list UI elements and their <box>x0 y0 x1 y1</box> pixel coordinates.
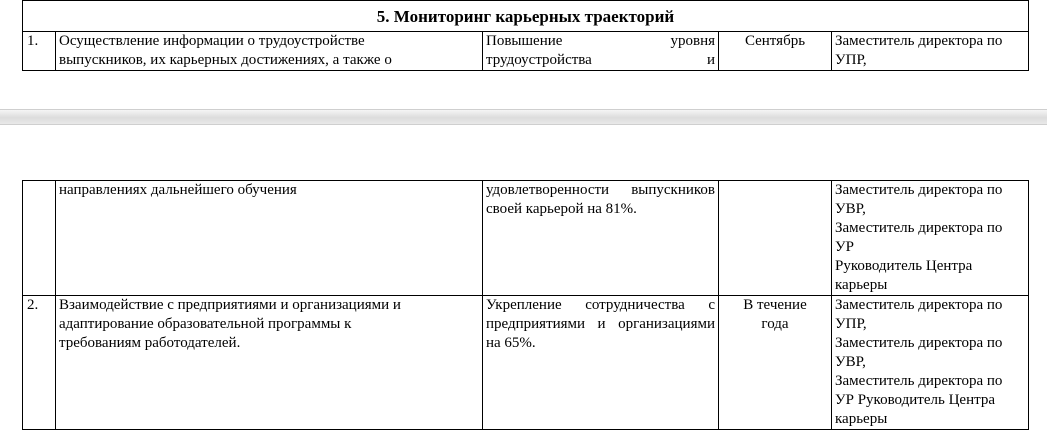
result-word: и <box>706 52 715 68</box>
result-cell <box>483 181 719 296</box>
responsible-line: УПР, <box>835 52 867 68</box>
table-row <box>23 181 1029 296</box>
result-word: трудоустройства <box>486 52 592 68</box>
responsible-line: Руководитель Центра <box>835 258 973 274</box>
table-top <box>22 0 1029 71</box>
activity-line: выпускников, их карьерных достижениях, а также о <box>59 52 392 68</box>
row-number: 1. <box>23 32 56 71</box>
page-separator <box>0 109 1047 125</box>
section-title: 5. Мониторинг карьерных траекторий <box>23 1 1029 32</box>
result-word: Повышение <box>486 33 563 49</box>
responsible-line: Заместитель директора по <box>835 182 1003 198</box>
responsible-line: УВР, <box>835 354 866 370</box>
activity-cell <box>56 296 483 430</box>
term-line: В течение <box>743 297 807 313</box>
activity-cell <box>56 32 483 71</box>
term-cell <box>719 181 832 296</box>
responsible-line: карьеры <box>835 277 888 293</box>
responsible-line: УПР, <box>835 316 867 332</box>
responsible-cell <box>832 181 1029 296</box>
responsible-line: Заместитель директора по <box>835 297 1003 313</box>
table-row <box>23 296 1029 430</box>
row-number: 2. <box>23 296 56 430</box>
result-word: уровня <box>670 33 715 49</box>
table-row <box>23 32 1029 71</box>
row-number <box>23 181 56 296</box>
responsible-cell <box>832 296 1029 430</box>
responsible-line: УР Руководитель Центра <box>835 392 995 408</box>
responsible-line: Заместитель директора по <box>835 373 1003 389</box>
term-cell <box>719 296 832 430</box>
result-cell <box>483 296 719 430</box>
responsible-line: УВР, <box>835 201 866 217</box>
result-line: удовлетворенности выпускников <box>486 182 715 198</box>
responsible-line: карьеры <box>835 411 888 427</box>
activity-cell <box>56 181 483 296</box>
activity-line: Взаимодействие с предприятиями и организациями и <box>59 297 401 313</box>
activity-line: направлениях дальнейшего обучения <box>59 182 297 198</box>
term-cell: Сентябрь <box>719 32 832 71</box>
result-line: предприятиями и организациями <box>486 316 715 332</box>
table-bottom <box>22 180 1029 430</box>
responsible-cell <box>832 32 1029 71</box>
activity-line: адаптирование образовательной программы к <box>59 316 352 332</box>
responsible-line: Заместитель директора по <box>835 220 1003 236</box>
activity-line: Осуществление информации о трудоустройстве <box>59 33 365 49</box>
term-line: года <box>761 316 789 332</box>
responsible-line: УР <box>835 239 854 255</box>
result-cell <box>483 32 719 71</box>
page-break <box>0 103 1047 179</box>
activity-line: требованиям работодателей. <box>59 335 241 351</box>
responsible-line: Заместитель директора по <box>835 335 1003 351</box>
result-line: на 65%. <box>486 335 536 351</box>
responsible-line: Заместитель директора по <box>835 33 1003 49</box>
result-line: Укрепление сотрудничества с <box>486 297 715 313</box>
result-line: своей карьерой на 81%. <box>486 201 637 217</box>
